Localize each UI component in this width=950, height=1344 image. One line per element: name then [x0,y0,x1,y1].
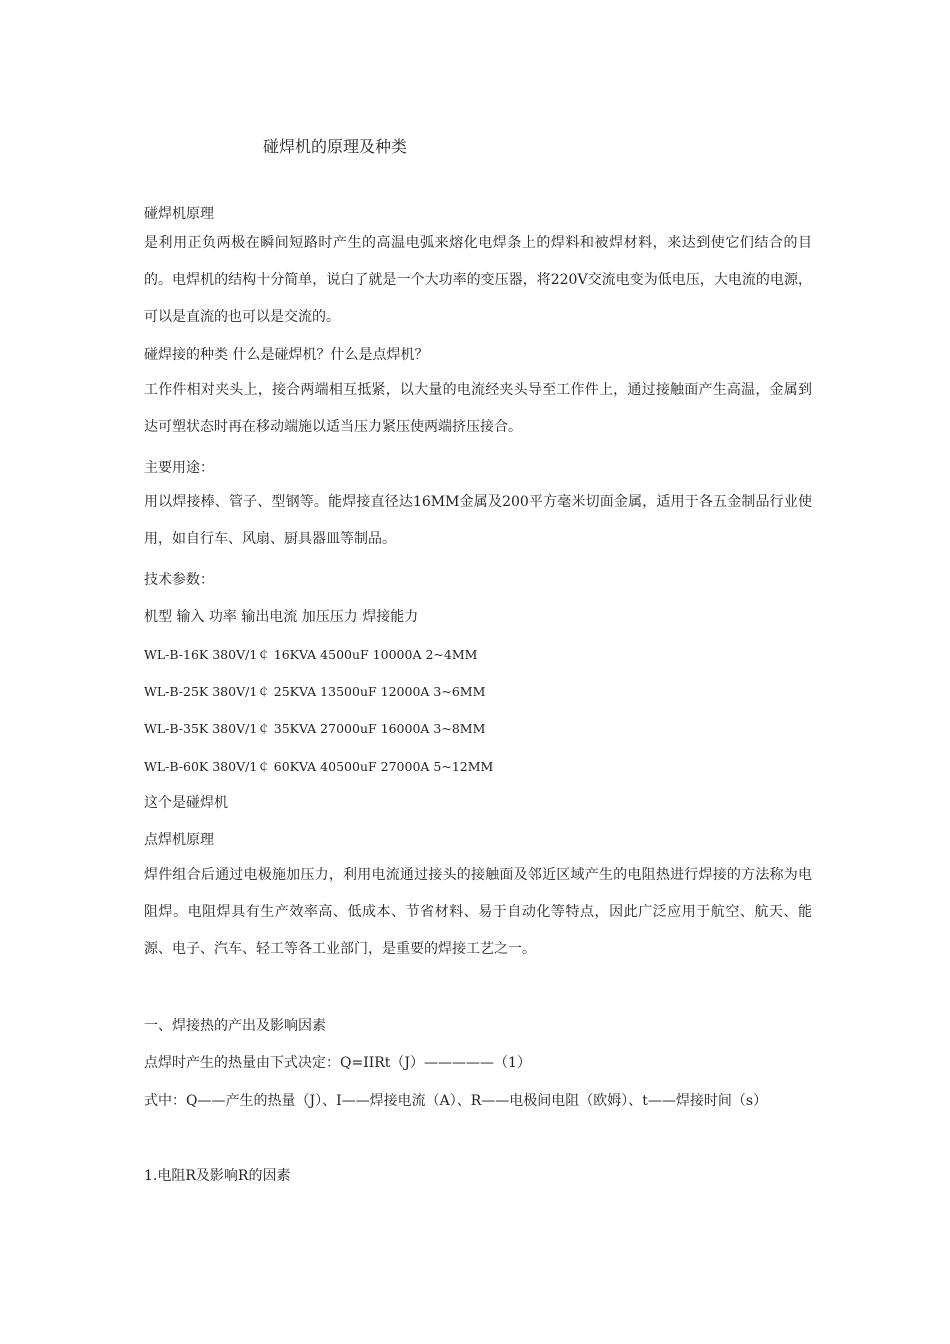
note-butt-welder: 这个是碰焊机 [144,795,228,811]
formula-legend: 式中：Q——产生的热量（J）、I——焊接电流（A）、R——电极间电阻（欧姆）、t——焊接时间（s） [144,1093,768,1109]
table-row: WL-B-16K 380V/1￠ 16KVA 4500uF 10000A 2~4MM [144,647,478,662]
table-header: 机型 输入 功率 输出电流 加压压力 焊接能力 [144,609,419,625]
heading-welding-types: 碰焊接的种类 什么是碰焊机？什么是点焊机？ [144,347,429,363]
heading-main-use: 主要用途： [144,460,214,476]
document-title: 碰焊机的原理及种类 [263,137,408,156]
formula-heat: 点焊时产生的热量由下式决定：Q=IIRt（J）—————（1） [144,1055,531,1071]
heading-tech-params: 技术参数： [144,572,214,588]
table-row: WL-B-60K 380V/1￠ 60KVA 40500uF 27000A 5~12MM [144,759,494,774]
paragraph-spot-welder-principle: 焊件组合后通过电极施加压力，利用电流通过接头的接触面及邻近区域产生的电阻热进行焊接的方法称为电阻焊。电阻焊具有生产效率高、低成本、节省材料、易于自动化等特点，因此广泛应用于航空、航天、能源、电子、汽车、轻工等各工业部门，是重要的焊接工艺之一。 [144,867,812,957]
heading-weld-heat: 一、焊接热的产出及影响因素 [144,1018,326,1034]
heading-spot-welder-principle: 点焊机原理 [144,832,214,848]
table-row: WL-B-25K 380V/1￠ 25KVA 13500uF 12000A 3~6MM [144,684,486,699]
paragraph-butt-welder-principle: 是利用正负两极在瞬间短路时产生的高温电弧来熔化电焊条上的焊料和被焊材料，来达到使它们结合的目的。电焊机的结构十分简单，说白了就是一个大功率的变压器，将220V交流电变为低电压，大电流的电源，可以是直流的也可以是交流的。 [144,235,812,325]
heading-butt-welder-principle: 碰焊机原理 [144,206,214,222]
heading-resistance-factors: 1.电阻R及影响R的因素 [144,1168,291,1184]
paragraph-welding-types: 工作件相对夹头上，接合两端相互抵紧，以大量的电流经夹头导至工作件上，通过接触面产生高温，金属到达可塑状态时再在移动端施以适当压力紧压使两端挤压接合。 [144,382,812,435]
table-row: WL-B-35K 380V/1￠ 35KVA 27000uF 16000A 3~8MM [144,721,486,736]
paragraph-main-use: 用以焊接棒、管子、型钢等。能焊接直径达16MM金属及200平方毫米切面金属，适用于各五金制品行业使用，如自行车、风扇、厨具器皿等制品。 [144,494,812,547]
